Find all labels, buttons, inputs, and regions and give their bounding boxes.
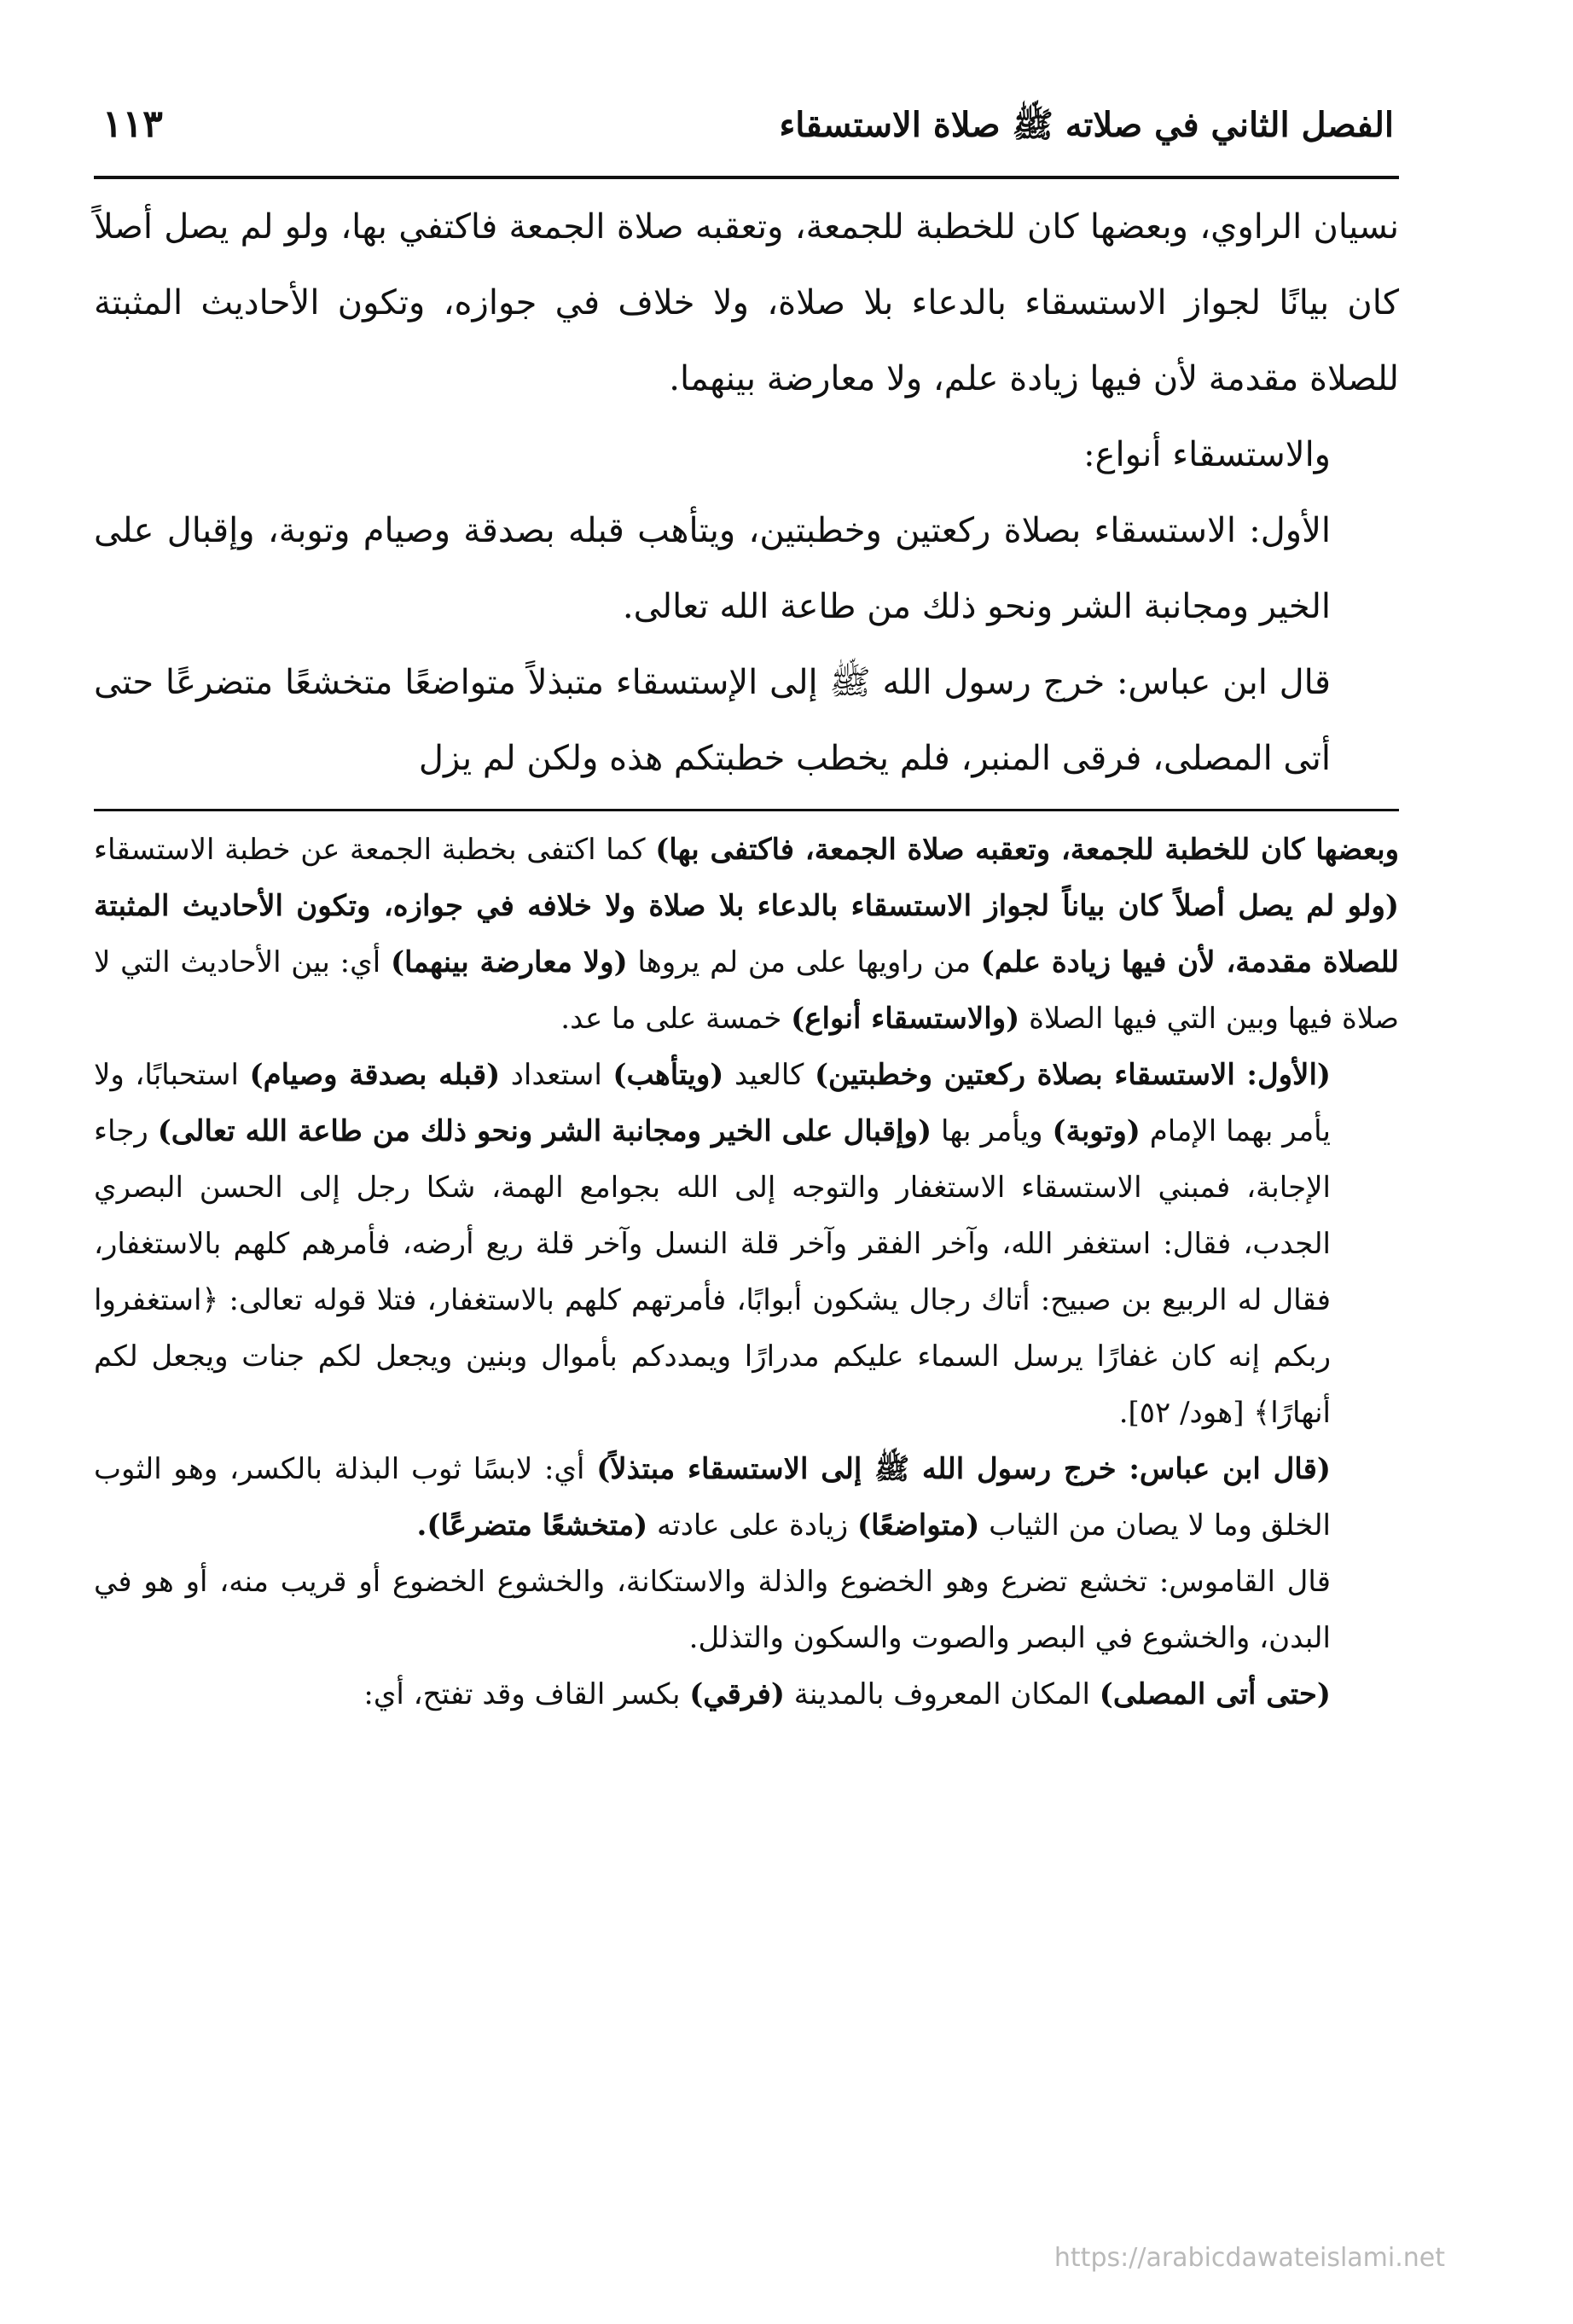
quoted-text: (ولو لم يصل أصلاً كان بياناً لجواز الاستسقاء بالدعاء بلا صلاة ولا خلافه في جوازه، وتكون الأحاديث المثبتة للصلاة مقدمة، لأن فيها زيادة علم): [94, 889, 1399, 979]
commentary-text: [94, 822, 1399, 1723]
commentary-text-run: المكان المعروف بالمدينة: [785, 1677, 1100, 1711]
commentary-text-run: استحبابًا، ولا يأمر بهما الإمام: [94, 1058, 1331, 1148]
main-paragraph: نسيان الراوي، وبعضها كان للخطبة للجمعة، وتعقبه صلاة الجمعة فاكتفي بها، ولو لم يصل أصلاً كان بيانًا لجواز الاستسقاء بالدعاء بلا صلاة، ولا خلاف في جوازه، وتكون الأحاديث المثبتة للصلاة مقدمة لأن فيها زيادة علم، ولا معارضة بينهما.: [94, 207, 1400, 398]
commentary-text-run: أي: بين الأحاديث التي لا صلاة فيها وبين التي فيها الصلاة: [94, 945, 1399, 1036]
commentary-text-run: خمسة على ما عد.: [560, 1002, 792, 1036]
quoted-text: (قال ابن عباس: خرج رسول الله ﷺ إلى الاستسقاء مبتذلاً): [596, 1452, 1331, 1486]
commentary-divider: [94, 809, 1399, 811]
quoted-text: (متخشعًا متضرعًا).: [416, 1508, 648, 1543]
main-paragraph: الأول: الاستسقاء بصلاة ركعتين وخطبتين، ويتأهب قبله بصدقة وصيام وتوبة، وإقبال على الخير ومجانبة الشر ونحو ذلك من طاعة الله تعالى.: [94, 511, 1331, 626]
page-number: ١١٣: [102, 102, 163, 146]
commentary-paragraph: [94, 1441, 1399, 1554]
main-text: [94, 189, 1399, 797]
commentary-text-run: بكسر القاف وقد تفتح، أي:: [363, 1677, 690, 1711]
quoted-text: (الأول: الاستسقاء بصلاة ركعتين وخطبتين): [814, 1058, 1331, 1092]
page-header: [94, 102, 1399, 171]
quoted-text: (وتوبة): [1052, 1114, 1141, 1148]
quoted-text: وبعضها كان للخطبة للجمعة، وتعقبه صلاة الجمعة، فاكتفى بها): [655, 833, 1399, 867]
commentary-paragraph: [94, 822, 1399, 1047]
watermark-url: https://arabicdawateislami.net: [1054, 2243, 1445, 2273]
commentary-paragraph: [94, 1666, 1399, 1723]
quoted-text: (متواضعًا): [857, 1508, 980, 1543]
quoted-text: (ولا معارضة بينهما): [390, 945, 628, 979]
quoted-text: (وإقبال على الخير ومجانبة الشر ونحو ذلك من طاعة الله تعالى): [157, 1114, 932, 1148]
chapter-title: الفصل الثاني في صلاته ﷺ صلاة الاستسقاء: [779, 105, 1394, 145]
commentary-text-run: من راويها على من لم يروها: [627, 945, 981, 979]
main-paragraph: والاستسقاء أنواع:: [1083, 435, 1331, 474]
commentary-text-run: كما اكتفى بخطبة الجمعة عن خطبة الاستسقاء: [94, 833, 656, 867]
quoted-text: (قبله بصدقة وصيام): [249, 1058, 501, 1092]
commentary-paragraph: قال القاموس: تخشع تضرع وهو الخضوع والذلة والاستكانة، والخشوع الخضوع أو قريب منه، أو هو في البدن، والخشوع في البصر والصوت والسكون والتذلل.: [94, 1565, 1331, 1655]
book-page: [94, 102, 1399, 1723]
quoted-text: (حتى أتى المصلى): [1099, 1677, 1331, 1711]
quoted-text: (ويتأهب): [612, 1058, 724, 1092]
commentary-text-run: زيادة على عادته: [647, 1508, 858, 1543]
commentary-text-run: رجاء الإجابة، فمبني الاستسقاء الاستغفار والتوجه إلى الله بجوامع الهمة، شكا رجل إلى الحسن البصري الجدب، فقال: استغفر الله، وآخر الفقر وآخر قلة النسل وآخر قلة ريع أرضه، فأمرهم كلهم بالاستغفار، فقال له الربيع بن صبيح: أتاك رجال يشكون أبوابًا، فأمرتهم كلهم بالاستغفار، فتلا قوله تعالى: ﴿استغفروا ربكم إنه كان غفارًا يرسل السماء عليكم مدرارًا ويمددكم بأموال وبنين ويجعل لكم جنات ويجعل لكم أنهارًا﴾ [هود/ ٥٢].: [94, 1114, 1332, 1430]
commentary-text-run: كالعيد: [723, 1058, 815, 1092]
quoted-text: (فرقي): [689, 1677, 785, 1711]
commentary-text-run: استعداد: [500, 1058, 613, 1092]
commentary-text-run: أي: لابسًا ثوب البذلة بالكسر، وهو الثوب الخلق وما لا يصان من الثياب: [94, 1452, 1331, 1543]
commentary-paragraph: [94, 1047, 1399, 1441]
commentary-text-run: ويأمر بها: [932, 1114, 1053, 1148]
main-paragraph: قال ابن عباس: خرج رسول الله ﷺ إلى الإستسقاء متبذلاً متواضعًا متخشعًا متضرعًا حتى أتى المصلى، فرقى المنبر، فلم يخطب خطبتكم هذه ولكن لم يزل: [94, 663, 1331, 778]
header-divider: [94, 176, 1399, 179]
quoted-text: (والاستسقاء أنواع): [791, 1002, 1020, 1036]
